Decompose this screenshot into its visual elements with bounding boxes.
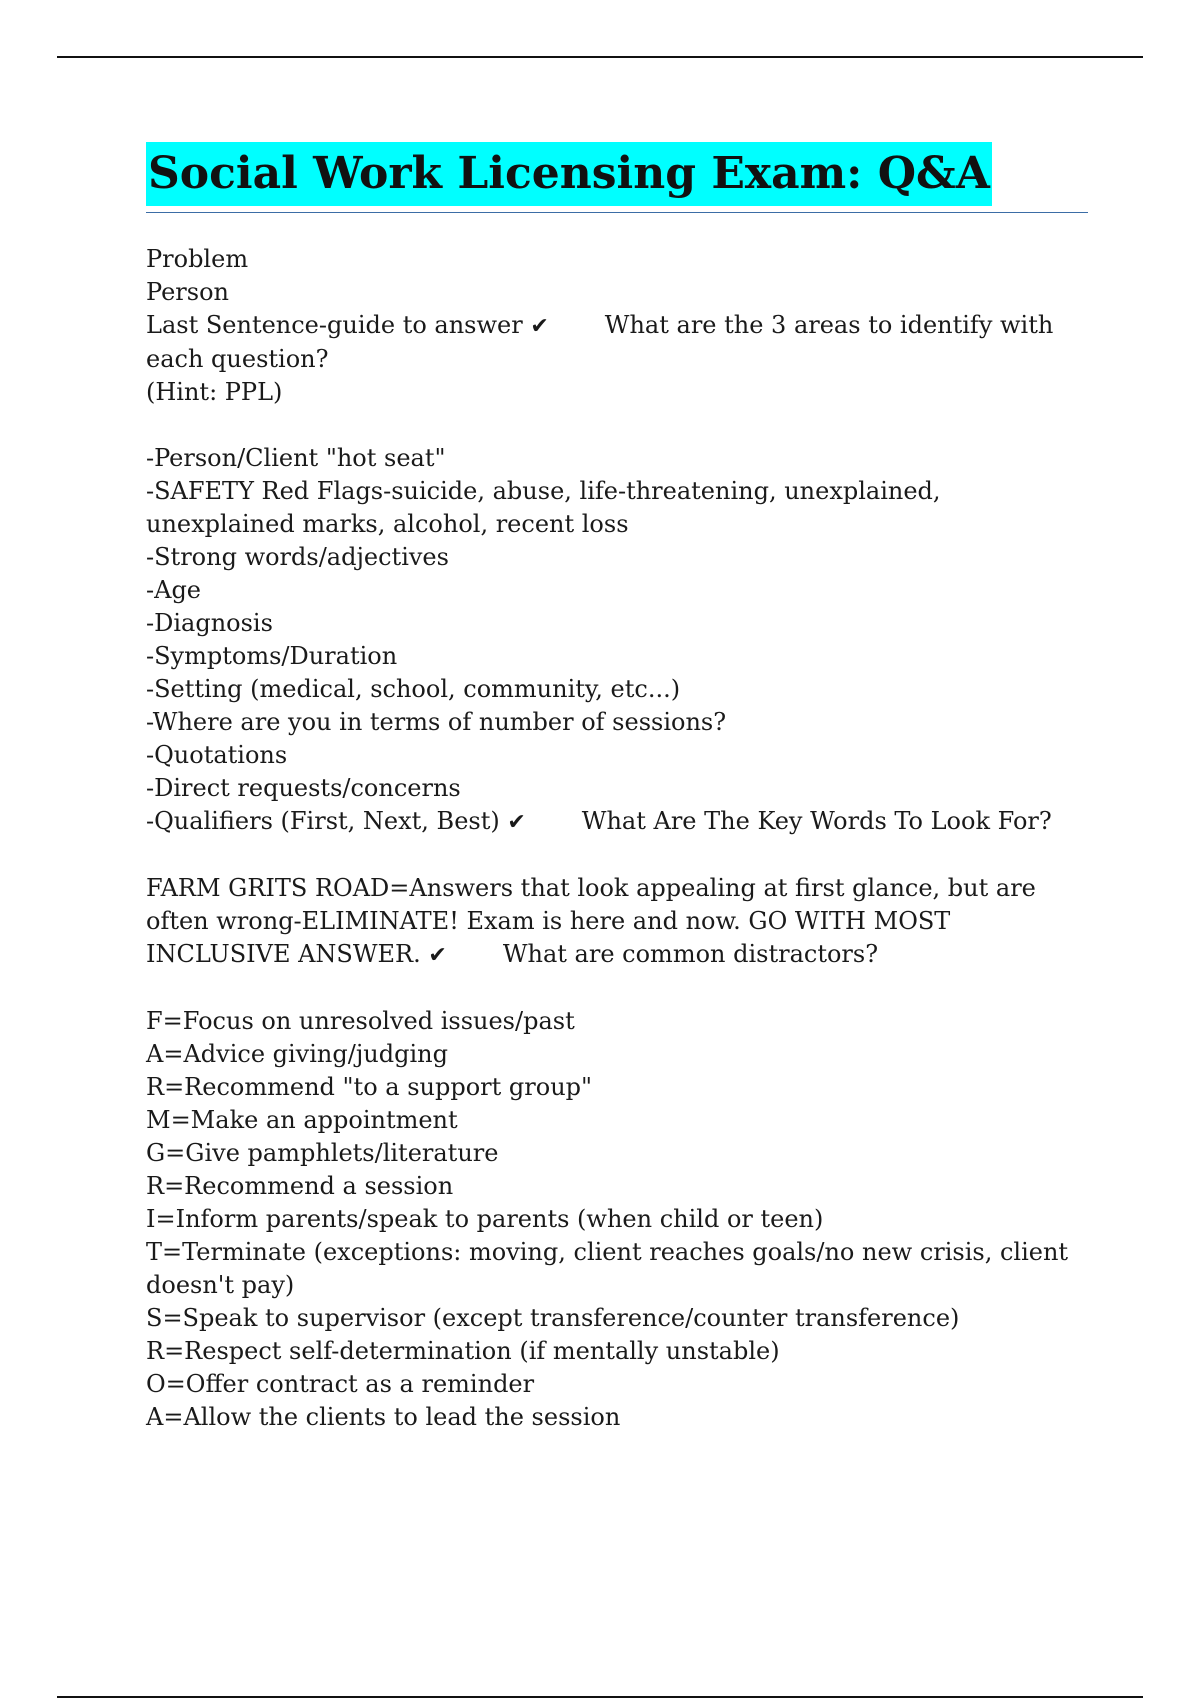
answer-line: -Where are you in terms of number of sessions?	[146, 708, 727, 736]
blank-line	[146, 972, 1088, 1005]
answer-line: Problem	[146, 245, 249, 273]
answer-line: M=Make an appointment	[146, 1106, 458, 1134]
page-top-rule	[57, 56, 1143, 58]
checkmark-icon: ✔	[507, 810, 526, 835]
answer-line: O=Offer contract as a reminder	[146, 1370, 535, 1398]
question-text: What are the 3 areas to identify with each question?	[146, 311, 1061, 373]
answer-question-line	[146, 309, 1088, 376]
answer-text: FARM GRITS ROAD=Answers that look appealing at first glance, but are often wrong-ELIMINATE! Exam is here and now. GO WITH MOST INCLUSIVE ANSWER.	[146, 874, 1044, 968]
answer-line: F=Focus on unresolved issues/past	[146, 1007, 575, 1035]
blank-line	[146, 839, 1088, 872]
answer-line: -SAFETY Red Flags-suicide, abuse, life-threatening, unexplained, unexplained marks, alcohol, recent loss	[146, 477, 949, 538]
hint-line: (Hint: PPL)	[146, 378, 283, 406]
qa-blocks	[146, 243, 1088, 1434]
page-bottom-rule	[57, 1696, 1143, 1698]
answer-text: Last Sentence-guide to answer	[146, 311, 523, 339]
blank-line	[146, 409, 1088, 442]
qa-block	[146, 872, 1088, 972]
answer-line: T=Terminate (exceptions: moving, client reaches goals/no new crisis, client doesn't pay)	[146, 1238, 1076, 1299]
qa-block	[146, 442, 1088, 839]
answer-line: S=Speak to supervisor (except transference/counter transference)	[146, 1304, 960, 1332]
answer-line: A=Advice giving/judging	[146, 1040, 448, 1068]
answer-line: -Age	[146, 576, 202, 604]
answer-line: R=Respect self-determination (if mentally unstable)	[146, 1337, 780, 1365]
answer-line: I=Inform parents/speak to parents (when child or teen)	[146, 1205, 824, 1233]
answer-question-line	[146, 805, 1088, 839]
answer-line: -Symptoms/Duration	[146, 642, 398, 670]
checkmark-icon: ✔	[428, 943, 447, 968]
answer-line: -Diagnosis	[146, 609, 273, 637]
answer-line: -Strong words/adjectives	[146, 543, 449, 571]
question-text: What are common distractors?	[502, 940, 879, 968]
answer-question-line	[146, 872, 1088, 972]
answer-line: R=Recommend "to a support group"	[146, 1073, 593, 1101]
answer-line: -Direct requests/concerns	[146, 774, 461, 802]
qa-block	[146, 1005, 1088, 1434]
answer-line: -Setting (medical, school, community, etc...)	[146, 675, 681, 703]
answer-line: G=Give pamphlets/literature	[146, 1139, 499, 1167]
qa-block	[146, 243, 1088, 409]
answer-line: R=Recommend a session	[146, 1172, 454, 1200]
answer-text: -Qualifiers (First, Next, Best)	[146, 807, 500, 835]
question-text: What Are The Key Words To Look For?	[581, 807, 1052, 835]
answer-line: -Quotations	[146, 741, 288, 769]
answer-line: A=Allow the clients to lead the session	[146, 1403, 621, 1431]
answer-line: -Person/Client "hot seat"	[146, 444, 446, 472]
document-title: Social Work Licensing Exam: Q&A	[146, 142, 992, 206]
answer-line: Person	[146, 278, 229, 306]
checkmark-icon: ✔	[530, 314, 549, 339]
document-body	[146, 142, 1088, 1434]
title-underline	[146, 142, 1088, 213]
